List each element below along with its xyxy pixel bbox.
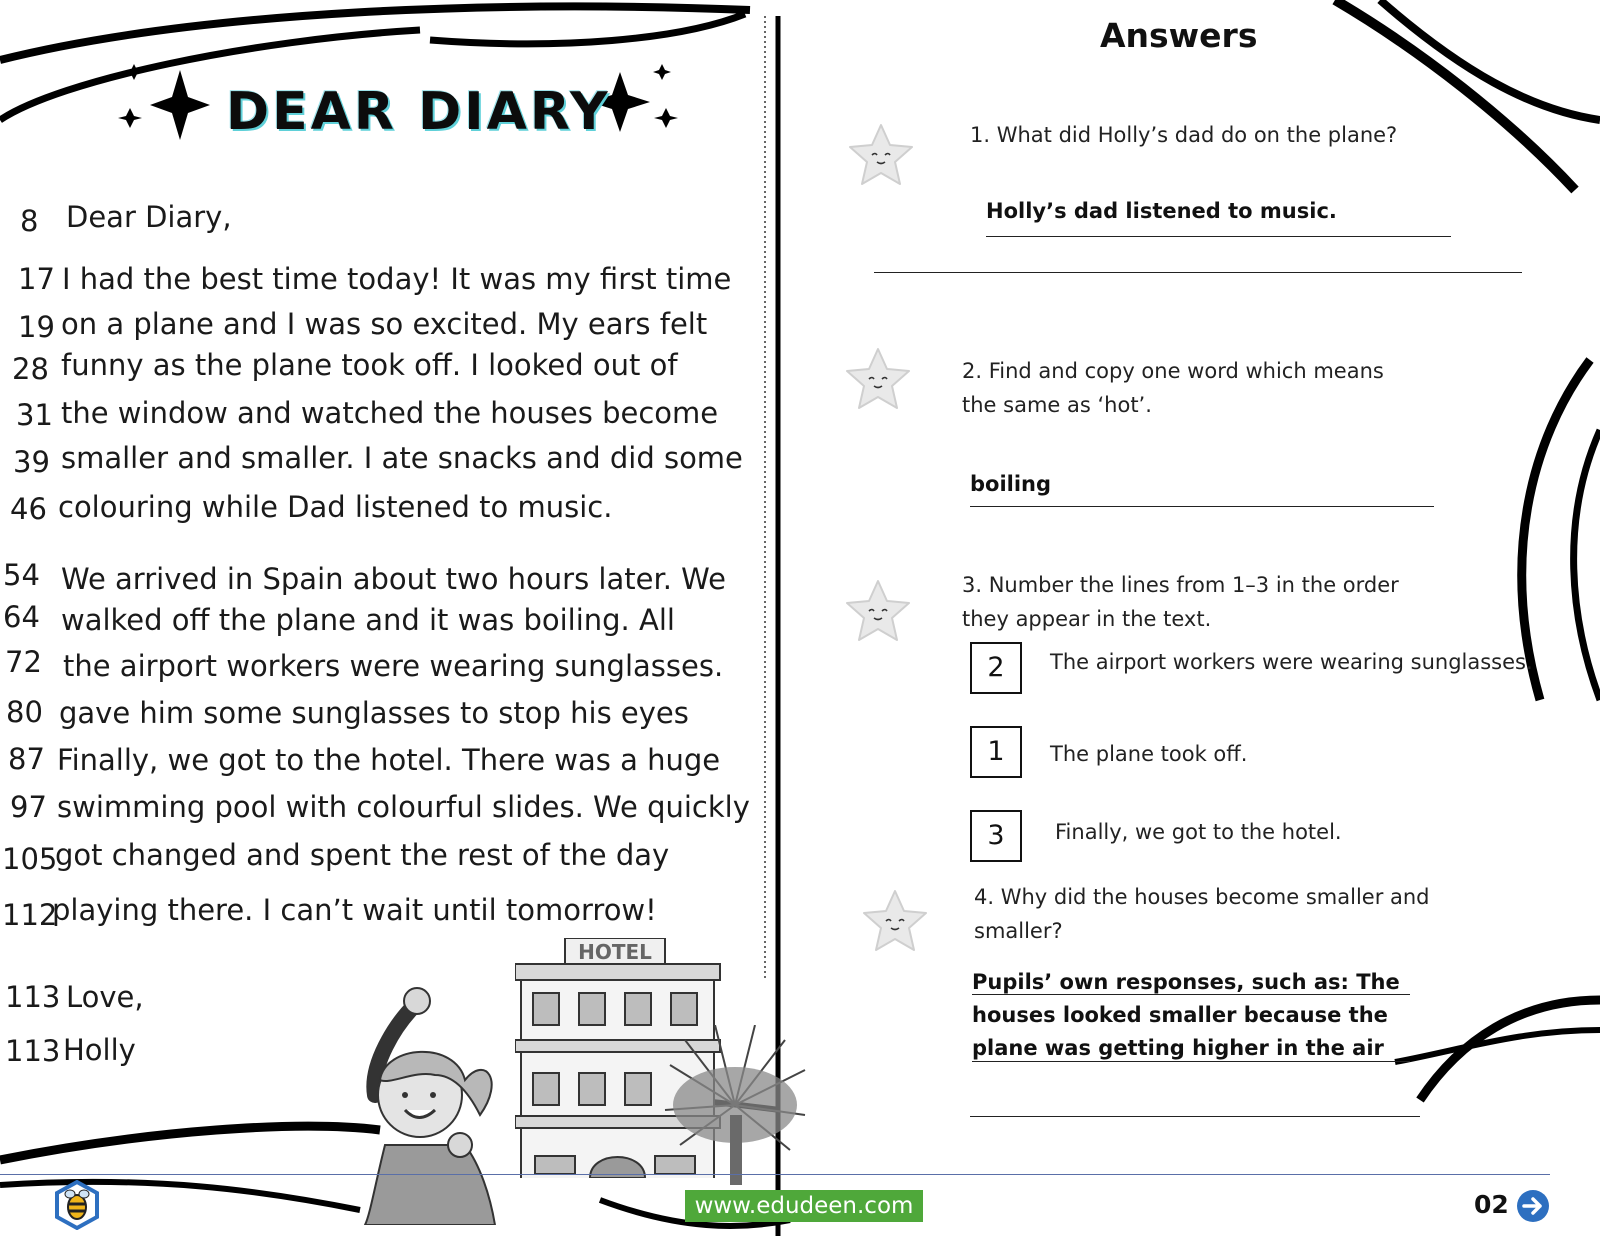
palm-tree-illustration (660, 1025, 810, 1185)
diary-line: smaller and smaller. I ate snacks and did some (61, 441, 743, 475)
line-number: 113 (5, 980, 61, 1014)
question-3-line1: 3. Number the lines from 1–3 in the order (962, 573, 1399, 597)
diary-line: Holly (63, 1033, 136, 1067)
line-number: 112 (2, 898, 58, 932)
diary-line: got changed and spent the rest of the day (55, 838, 670, 872)
question-2-line2: the same as ‘hot’. (962, 393, 1152, 417)
diary-line: Love, (66, 980, 144, 1014)
answer-4-line1: Pupils’ own responses, such as: The (972, 970, 1400, 994)
diary-line: the airport workers were wearing sunglasses. (63, 649, 724, 683)
star-mascot-icon (860, 888, 930, 954)
website-link[interactable]: www.edudeen.com (685, 1190, 923, 1222)
line-number: 8 (20, 204, 39, 238)
order-box[interactable]: 1 (970, 726, 1022, 778)
line-number: 64 (3, 600, 40, 634)
line-number: 31 (16, 398, 53, 432)
diary-line: Finally, we got to the hotel. There was a huge (57, 743, 721, 777)
line-number: 19 (18, 310, 55, 344)
diary-line: I had the best time today! It was my first time (62, 262, 732, 296)
answer-line (972, 1061, 1410, 1062)
order-item-text: The airport workers were wearing sunglasses. (1050, 650, 1533, 674)
line-number: 87 (8, 742, 45, 776)
order-box[interactable]: 3 (970, 810, 1022, 862)
answer-line (970, 506, 1434, 507)
order-item-text: Finally, we got to the hotel. (1055, 820, 1342, 844)
order-box[interactable]: 2 (970, 642, 1022, 694)
line-number: 113 (5, 1034, 61, 1068)
footer-divider (0, 1174, 1550, 1175)
line-number: 54 (3, 558, 40, 592)
answers-title: Answers (1100, 16, 1258, 55)
page-title: DEAR DIARY (226, 82, 611, 142)
star-mascot-icon (843, 346, 913, 412)
question-4-line2: smaller? (974, 919, 1063, 943)
answer-1: Holly’s dad listened to music. (986, 199, 1337, 223)
line-number: 105 (2, 842, 58, 876)
answer-4-line2: houses looked smaller because the (972, 1003, 1388, 1027)
star-mascot-icon (846, 122, 916, 188)
diary-line: the window and watched the houses become (61, 396, 719, 430)
question-4-line1: 4. Why did the houses become smaller and (974, 885, 1430, 909)
answer-2: boiling (970, 472, 1052, 496)
line-number: 46 (10, 492, 47, 526)
answer-line (972, 994, 1410, 995)
line-number: 72 (5, 645, 42, 679)
edudeen-bee-logo (55, 1180, 99, 1230)
answer-line (874, 272, 1522, 273)
page-number: 02 (1474, 1190, 1509, 1219)
diary-line: playing there. I can’t wait until tomorrow! (52, 893, 657, 927)
question-2-line1: 2. Find and copy one word which means (962, 359, 1384, 383)
diary-line: on a plane and I was so excited. My ears felt (61, 307, 708, 341)
hotel-sign: HOTEL (578, 940, 652, 964)
girl-illustration (355, 985, 525, 1225)
line-number: 97 (10, 790, 47, 824)
line-number: 80 (6, 695, 43, 729)
diary-line: swimming pool with colourful slides. We quickly (57, 790, 750, 824)
question-1: 1. What did Holly’s dad do on the plane? (970, 123, 1398, 147)
diary-line: Dear Diary, (66, 200, 232, 234)
answer-line (970, 1116, 1420, 1117)
arrow-right-circle-icon[interactable] (1516, 1189, 1550, 1223)
question-3-line2: they appear in the text. (962, 607, 1212, 631)
diary-line: We arrived in Spain about two hours later. We (61, 562, 726, 596)
diary-line: colouring while Dad listened to music. (58, 490, 613, 524)
diary-line: walked off the plane and it was boiling. All (61, 603, 675, 637)
line-number: 28 (12, 352, 49, 386)
answer-4-line3: plane was getting higher in the air (972, 1036, 1384, 1060)
order-item-text: The plane took off. (1050, 742, 1248, 766)
diary-line: gave him some sunglasses to stop his eyes (59, 696, 689, 730)
answer-line (986, 236, 1451, 237)
diary-line: funny as the plane took off. I looked out of (61, 348, 678, 382)
star-mascot-icon (843, 578, 913, 644)
line-number: 39 (13, 445, 50, 479)
line-number: 17 (18, 262, 55, 296)
